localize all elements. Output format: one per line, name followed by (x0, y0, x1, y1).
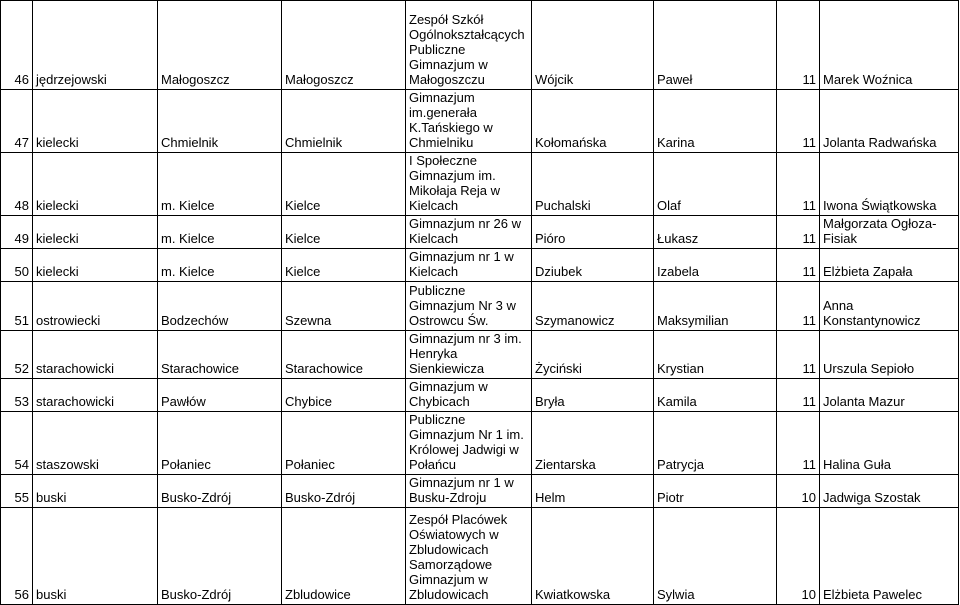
row-number: 54 (1, 412, 33, 475)
table-row (1, 249, 959, 282)
town-cell: Szewna (282, 282, 406, 331)
county-cell: buski (33, 475, 158, 508)
town-cell: Chmielnik (282, 90, 406, 153)
table-row (1, 153, 959, 216)
table-row (1, 412, 959, 475)
commune-cell: Starachowice (158, 331, 282, 379)
school-cell: Publiczne Gimnazjum Nr 3 w Ostrowcu Św. (406, 282, 532, 331)
commune-cell: m. Kielce (158, 249, 282, 282)
first-name-cell: Patrycja (654, 412, 777, 475)
first-name-cell: Sylwia (654, 508, 777, 605)
school-cell: Zespół Placówek Oświatowych w Zbludowicach Samorządowe Gimnazjum w Zbludowicach (406, 508, 532, 605)
points-cell: 11 (777, 331, 820, 379)
table-row (1, 282, 959, 331)
table-row (1, 1, 959, 90)
county-cell: ostrowiecki (33, 282, 158, 331)
teacher-cell: Elżbieta Pawelec (820, 508, 959, 605)
commune-cell: m. Kielce (158, 153, 282, 216)
town-cell: Małogoszcz (282, 1, 406, 90)
surname-cell: Helm (532, 475, 654, 508)
teacher-cell: Anna Konstantynowicz (820, 282, 959, 331)
surname-cell: Szymanowicz (532, 282, 654, 331)
points-cell: 11 (777, 412, 820, 475)
commune-cell: Busko-Zdrój (158, 475, 282, 508)
county-cell: jędrzejowski (33, 1, 158, 90)
first-name-cell: Olaf (654, 153, 777, 216)
town-cell: Kielce (282, 216, 406, 249)
table-row (1, 216, 959, 249)
county-cell: starachowicki (33, 331, 158, 379)
points-cell: 11 (777, 90, 820, 153)
teacher-cell: Elżbieta Zapała (820, 249, 959, 282)
first-name-cell: Karina (654, 90, 777, 153)
teacher-cell: Jadwiga Szostak (820, 475, 959, 508)
table-row (1, 508, 959, 605)
town-cell: Busko-Zdrój (282, 475, 406, 508)
surname-cell: Pióro (532, 216, 654, 249)
first-name-cell: Maksymilian (654, 282, 777, 331)
row-number: 47 (1, 90, 33, 153)
school-cell: Gimnazjum nr 1 w Kielcach (406, 249, 532, 282)
row-number: 53 (1, 379, 33, 412)
surname-cell: Życiński (532, 331, 654, 379)
row-number: 52 (1, 331, 33, 379)
county-cell: kielecki (33, 90, 158, 153)
points-cell: 11 (777, 1, 820, 90)
points-cell: 10 (777, 475, 820, 508)
row-number: 49 (1, 216, 33, 249)
surname-cell: Bryła (532, 379, 654, 412)
table-body (1, 1, 959, 605)
county-cell: kielecki (33, 249, 158, 282)
town-cell: Połaniec (282, 412, 406, 475)
teacher-cell: Jolanta Radwańska (820, 90, 959, 153)
school-cell: Gimnazjum nr 3 im. Henryka Sienkiewicza (406, 331, 532, 379)
county-cell: kielecki (33, 153, 158, 216)
points-cell: 11 (777, 153, 820, 216)
points-cell: 11 (777, 379, 820, 412)
table-row (1, 90, 959, 153)
row-number: 55 (1, 475, 33, 508)
surname-cell: Zientarska (532, 412, 654, 475)
table-row (1, 379, 959, 412)
surname-cell: Kołomańska (532, 90, 654, 153)
commune-cell: m. Kielce (158, 216, 282, 249)
commune-cell: Pawłów (158, 379, 282, 412)
county-cell: kielecki (33, 216, 158, 249)
row-number: 51 (1, 282, 33, 331)
school-cell: Zespół Szkół Ogólnokształcących Publiczne Gimnazjum w Małogoszczu (406, 1, 532, 90)
surname-cell: Kwiatkowska (532, 508, 654, 605)
table-row (1, 475, 959, 508)
county-cell: starachowicki (33, 379, 158, 412)
town-cell: Kielce (282, 153, 406, 216)
row-number: 56 (1, 508, 33, 605)
teacher-cell: Iwona Świątkowska (820, 153, 959, 216)
teacher-cell: Jolanta Mazur (820, 379, 959, 412)
first-name-cell: Piotr (654, 475, 777, 508)
points-cell: 11 (777, 282, 820, 331)
school-cell: Gimnazjum w Chybicach (406, 379, 532, 412)
teacher-cell: Małgorzata Ogłoza- Fisiak (820, 216, 959, 249)
row-number: 50 (1, 249, 33, 282)
county-cell: staszowski (33, 412, 158, 475)
surname-cell: Wójcik (532, 1, 654, 90)
school-cell: Publiczne Gimnazjum Nr 1 im. Królowej Jadwigi w Połańcu (406, 412, 532, 475)
commune-cell: Busko-Zdrój (158, 508, 282, 605)
surname-cell: Dziubek (532, 249, 654, 282)
school-cell: Gimnazjum nr 26 w Kielcach (406, 216, 532, 249)
first-name-cell: Kamila (654, 379, 777, 412)
school-cell: Gimnazjum im.generała K.Tańskiego w Chmielniku (406, 90, 532, 153)
commune-cell: Bodzechów (158, 282, 282, 331)
teacher-cell: Urszula Sepioło (820, 331, 959, 379)
points-cell: 11 (777, 216, 820, 249)
teacher-cell: Halina Guła (820, 412, 959, 475)
points-cell: 11 (777, 249, 820, 282)
town-cell: Starachowice (282, 331, 406, 379)
commune-cell: Chmielnik (158, 90, 282, 153)
first-name-cell: Krystian (654, 331, 777, 379)
commune-cell: Małogoszcz (158, 1, 282, 90)
first-name-cell: Paweł (654, 1, 777, 90)
points-cell: 10 (777, 508, 820, 605)
teacher-cell: Marek Woźnica (820, 1, 959, 90)
row-number: 46 (1, 1, 33, 90)
school-cell: I Społeczne Gimnazjum im. Mikołaja Reja w Kielcach (406, 153, 532, 216)
town-cell: Zbludowice (282, 508, 406, 605)
commune-cell: Połaniec (158, 412, 282, 475)
town-cell: Kielce (282, 249, 406, 282)
county-cell: buski (33, 508, 158, 605)
first-name-cell: Łukasz (654, 216, 777, 249)
row-number: 48 (1, 153, 33, 216)
town-cell: Chybice (282, 379, 406, 412)
school-cell: Gimnazjum nr 1 w Busku-Zdroju (406, 475, 532, 508)
table-row (1, 331, 959, 379)
first-name-cell: Izabela (654, 249, 777, 282)
surname-cell: Puchalski (532, 153, 654, 216)
